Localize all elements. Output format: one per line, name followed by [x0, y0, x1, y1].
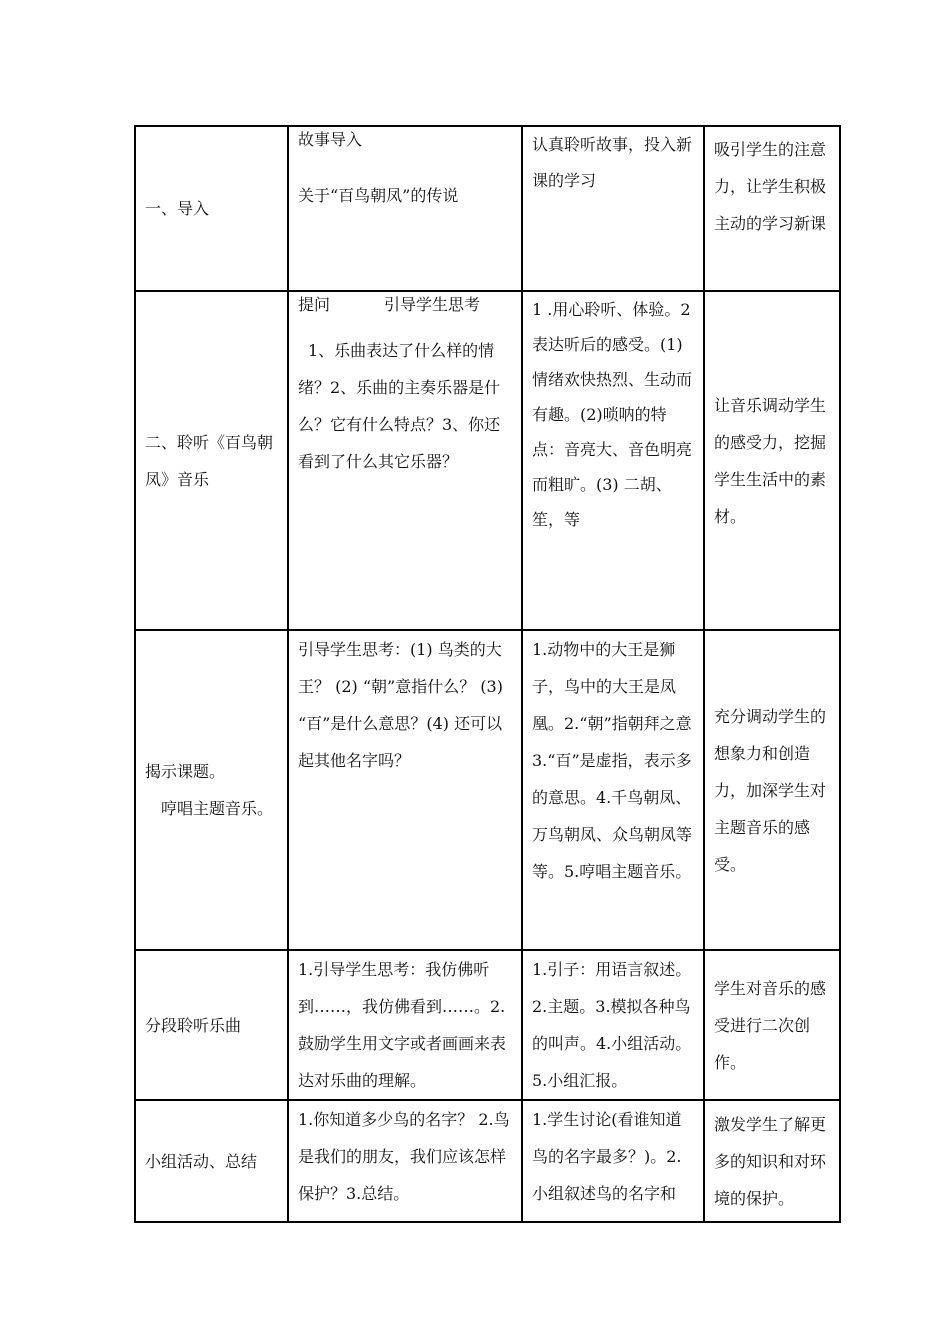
stage-cell [135, 1100, 288, 1222]
student-cell [522, 1100, 704, 1222]
student-text: 1 .用心聆听、体验。2 表达听后的感受。(1) 情绪欢快热烈、生动而有趣。(2)唢呐的特点：音亮大、音色明亮而粗旷。(3) 二胡、笙，等 [532, 300, 693, 529]
stage-cell [135, 630, 288, 950]
teacher-text: 1.引导学生思考：我仿佛听到……，我仿佛看到……。2.鼓励学生用文字或者画画来表达对乐曲的理解。 [298, 960, 507, 1090]
stage-text: 二、聆听《百鸟朝凤》音乐 [145, 432, 274, 489]
stage-cell [135, 291, 288, 630]
student-text: 1.动物中的大王是狮子，鸟中的大王是凤凰。2.“朝”指朝拜之意 3.“百”是虚指，表示多的意思。4.千鸟朝凤、万鸟朝凤、众鸟朝凤等等。5.哼唱主题音乐。 [532, 640, 693, 881]
stage-text: 揭示课题。 [145, 762, 226, 781]
teacher-text: 1、乐曲表达了什么样的情绪？2、乐曲的主奏乐器是什么？它有什么特点？3、你还看到了什么其它乐器？ [298, 341, 501, 471]
teacher-line: 关于“百鸟朝凤”的传说 [298, 186, 459, 205]
table-row [135, 630, 840, 950]
teacher-cell [288, 126, 522, 291]
teacher-head [298, 292, 515, 318]
student-text: 认真聆听故事，投入新课的学习 [532, 135, 693, 190]
teacher-cell [288, 1100, 522, 1222]
student-text: 1.引子：用语言叙述。2.主题。3.模拟各种鸟的叫声。4.小组活动。5.小组汇报。 [532, 960, 692, 1090]
intent-cell [704, 291, 840, 630]
teacher-cell [288, 950, 522, 1100]
teacher-line: 故事导入 [298, 130, 363, 149]
table-row [135, 291, 840, 630]
stage-cell [135, 126, 288, 291]
intent-text: 学生对音乐的感受进行二次创作。 [714, 978, 827, 1072]
student-text: 1.学生讨论(看谁知道鸟的名字最多？)。2.小组叙述鸟的名字和 [532, 1110, 682, 1203]
teacher-text: 1.你知道多少鸟的名字？ 2.鸟是我们的朋友，我们应该怎样保护？3.总结。 [298, 1110, 510, 1203]
intent-text: 吸引学生的注意力，让学生积极主动的学习新课 [714, 140, 827, 233]
intent-cell [704, 630, 840, 950]
stage-text: 分段聆听乐曲 [145, 1015, 242, 1035]
intent-cell [704, 126, 840, 291]
teacher-cell [288, 291, 522, 630]
student-cell [522, 291, 704, 630]
student-cell [522, 950, 704, 1100]
table-row [135, 126, 840, 291]
intent-cell [704, 1100, 840, 1222]
lesson-plan-table [134, 125, 841, 1223]
intent-text: 激发学生了解更多的知识和对环境的保护。 [714, 1114, 827, 1208]
teacher-cell [288, 630, 522, 950]
teacher-head-right: 引导学生思考 [384, 295, 481, 314]
stage-cell [135, 950, 288, 1100]
intent-cell [704, 950, 840, 1100]
student-cell [522, 630, 704, 950]
table-row [135, 950, 840, 1100]
student-cell [522, 126, 704, 291]
teacher-head-left: 提问 [298, 295, 331, 314]
stage-text: 哼唱主题音乐。 [161, 799, 274, 818]
stage-text: 一、导入 [145, 199, 210, 218]
intent-text: 充分调动学生的想象力和创造力，加深学生对主题音乐的感受。 [714, 706, 827, 874]
table-row [135, 1100, 840, 1222]
intent-text: 让音乐调动学生的感受力，挖掘学生生活中的素材。 [714, 395, 827, 526]
teacher-text: 引导学生思考：(1) 鸟类的大王？ (2) “朝”意指什么？ (3) “百”是什么意思？(4) 还可以起其他名字吗？ [298, 640, 503, 770]
stage-text: 小组活动、总结 [145, 1151, 258, 1171]
